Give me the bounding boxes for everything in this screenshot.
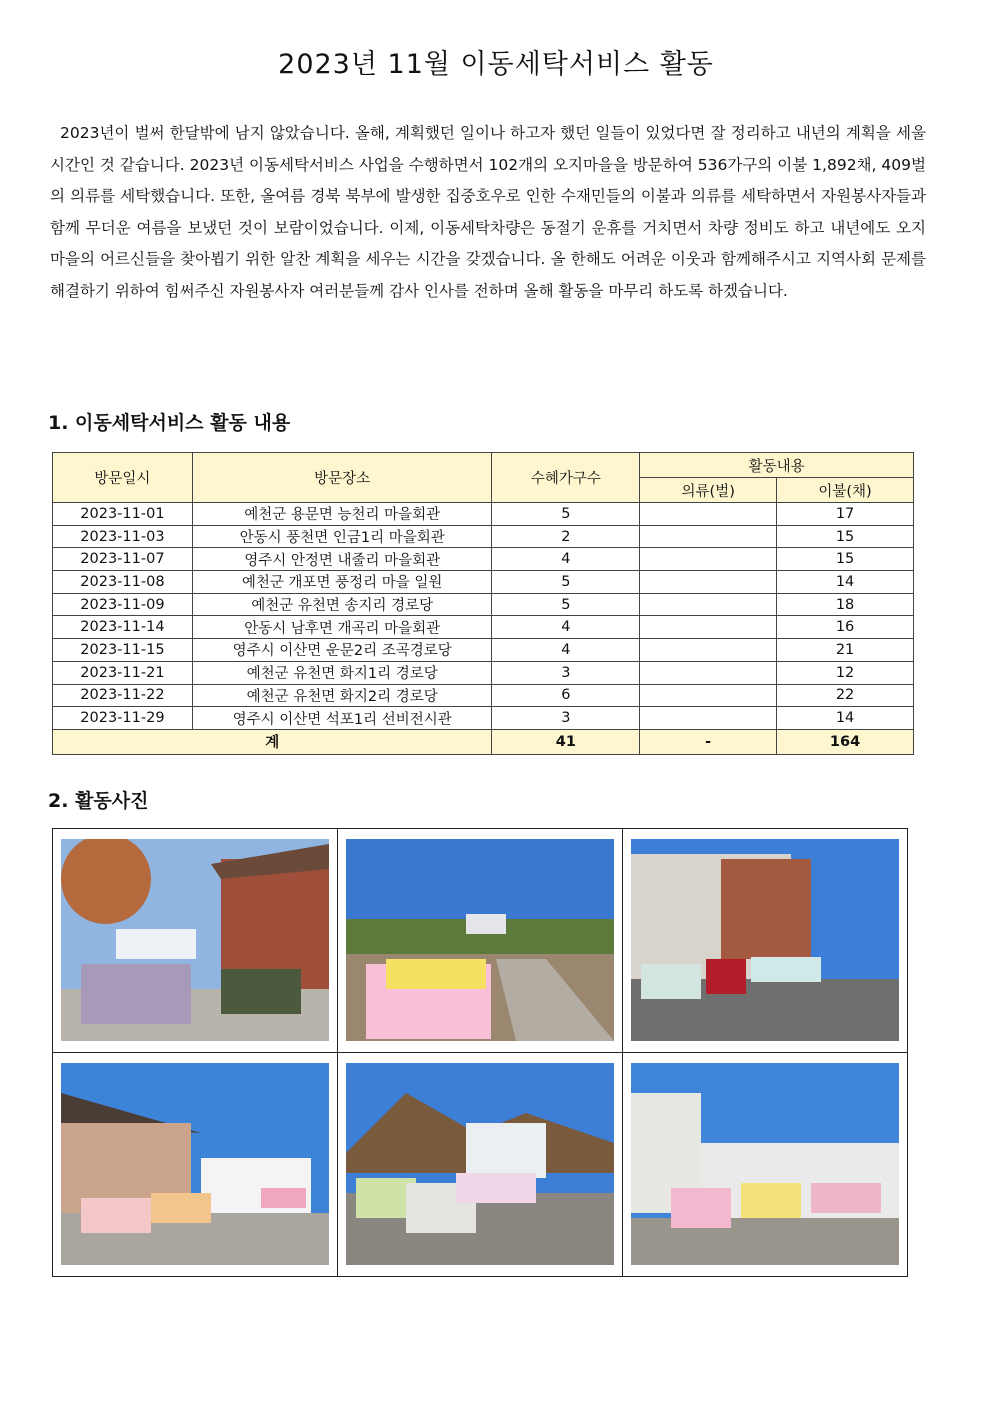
section-heading-photos: 2. 활동사진 [48,790,149,812]
cell-place: 예천군 용문면 능천리 마을회관 [192,503,492,526]
cell-place: 안동시 남후면 개곡리 마을회관 [192,616,492,639]
cell-date: 2023-11-09 [53,593,193,616]
cell-date: 2023-11-15 [53,639,193,662]
total-households: 41 [492,729,640,754]
cell-place: 안동시 풍천면 인금1리 마을회관 [192,525,492,548]
cell-blankets: 14 [777,707,914,730]
activity-photo-3 [631,839,899,1041]
intro-text: 2023년이 벌써 한달밖에 남지 않았습니다. 올해, 계획했던 일이나 하고자 했던 일들이 있었다면 잘 정리하고 내년의 계획을 세울 시간인 것 같습니다. 2023년 이동세탁서비스 사업을 수행하면서 102개의 오지마을을 방문하여 536가구의 이불 1,892채, 409벌의 의류를 세탁했습니다. 또한, 올여름 경북 북부에 발생한 집중호우로 인한 수재민들의 이불과 의류를 세탁하면서 자원봉사자들과 함께 무더운 여름을 보냈던 것이 보람이었습니다. 이제, 이동세탁차량은 동절기 운휴를 거치면서 차량 정비도 하고 내년에도 오지마을의 어르신들을 찾아뵙기 위한 알찬 계획을 세우는 시간을 갖겠습니다. 올 한해도 어려운 이웃과 함께해주시고 지역사회 문제를 해결하기 위하여 힘써주신 자원봉사자 여러분들께 감사 인사를 전하며 올해 활동을 마무리 하도록 하겠습니다. [50,124,926,300]
activity-photo-5 [346,1063,614,1265]
table-row [53,661,914,684]
cell-clothes [640,661,777,684]
cell-blankets: 15 [777,548,914,571]
total-label: 계 [53,729,492,754]
activity-photo-4 [61,1063,329,1265]
cell-place: 영주시 이산면 석포1리 선비전시관 [192,707,492,730]
cell-place: 영주시 이산면 운문2리 조곡경로당 [192,639,492,662]
intro-paragraph [50,118,926,308]
cell-date: 2023-11-07 [53,548,193,571]
cell-blankets: 12 [777,661,914,684]
activity-table [52,452,914,755]
cell-clothes [640,548,777,571]
cell-clothes [640,639,777,662]
activity-photo-6 [631,1063,899,1265]
activity-photo-2 [346,839,614,1041]
cell-blankets: 16 [777,616,914,639]
cell-blankets: 22 [777,684,914,707]
cell-clothes [640,503,777,526]
cell-blankets: 14 [777,571,914,594]
header-date: 방문일시 [53,453,193,503]
cell-date: 2023-11-01 [53,503,193,526]
header-blankets: 이불(채) [777,478,914,503]
cell-clothes [640,571,777,594]
cell-place: 예천군 유천면 화지2리 경로당 [192,684,492,707]
cell-date: 2023-11-29 [53,707,193,730]
table-row [53,548,914,571]
table-row [53,616,914,639]
cell-blankets: 21 [777,639,914,662]
cell-date: 2023-11-14 [53,616,193,639]
cell-households: 4 [492,639,640,662]
total-row [53,729,914,754]
cell-blankets: 18 [777,593,914,616]
table-row [53,571,914,594]
cell-date: 2023-11-21 [53,661,193,684]
cell-households: 3 [492,707,640,730]
cell-date: 2023-11-08 [53,571,193,594]
cell-clothes [640,593,777,616]
cell-households: 5 [492,593,640,616]
cell-households: 5 [492,503,640,526]
section-heading-activity: 1. 이동세탁서비스 활동 내용 [48,412,291,434]
cell-clothes [640,616,777,639]
cell-households: 3 [492,661,640,684]
table-row [53,639,914,662]
cell-households: 2 [492,525,640,548]
cell-clothes [640,707,777,730]
cell-date: 2023-11-22 [53,684,193,707]
table-row [53,593,914,616]
total-blankets: 164 [777,729,914,754]
cell-blankets: 17 [777,503,914,526]
table-row [53,525,914,548]
cell-clothes [640,525,777,548]
table-row [53,503,914,526]
header-clothes: 의류(벌) [640,478,777,503]
page-title: 2023년 11월 이동세탁서비스 활동 [278,49,714,80]
table-row [53,707,914,730]
cell-households: 5 [492,571,640,594]
cell-households: 4 [492,616,640,639]
header-households: 수혜가구수 [492,453,640,503]
activity-photo-1 [61,839,329,1041]
photo-grid [52,828,908,1277]
cell-place: 예천군 유천면 화지1리 경로당 [192,661,492,684]
cell-place: 영주시 안정면 내줄리 마을회관 [192,548,492,571]
header-place: 방문장소 [192,453,492,503]
cell-blankets: 15 [777,525,914,548]
total-clothes: - [640,729,777,754]
cell-place: 예천군 유천면 송지리 경로당 [192,593,492,616]
table-row [53,684,914,707]
cell-place: 예천군 개포면 풍정리 마을 일원 [192,571,492,594]
header-activity: 활동내용 [640,453,914,478]
cell-date: 2023-11-03 [53,525,193,548]
cell-clothes [640,684,777,707]
cell-households: 4 [492,548,640,571]
cell-households: 6 [492,684,640,707]
